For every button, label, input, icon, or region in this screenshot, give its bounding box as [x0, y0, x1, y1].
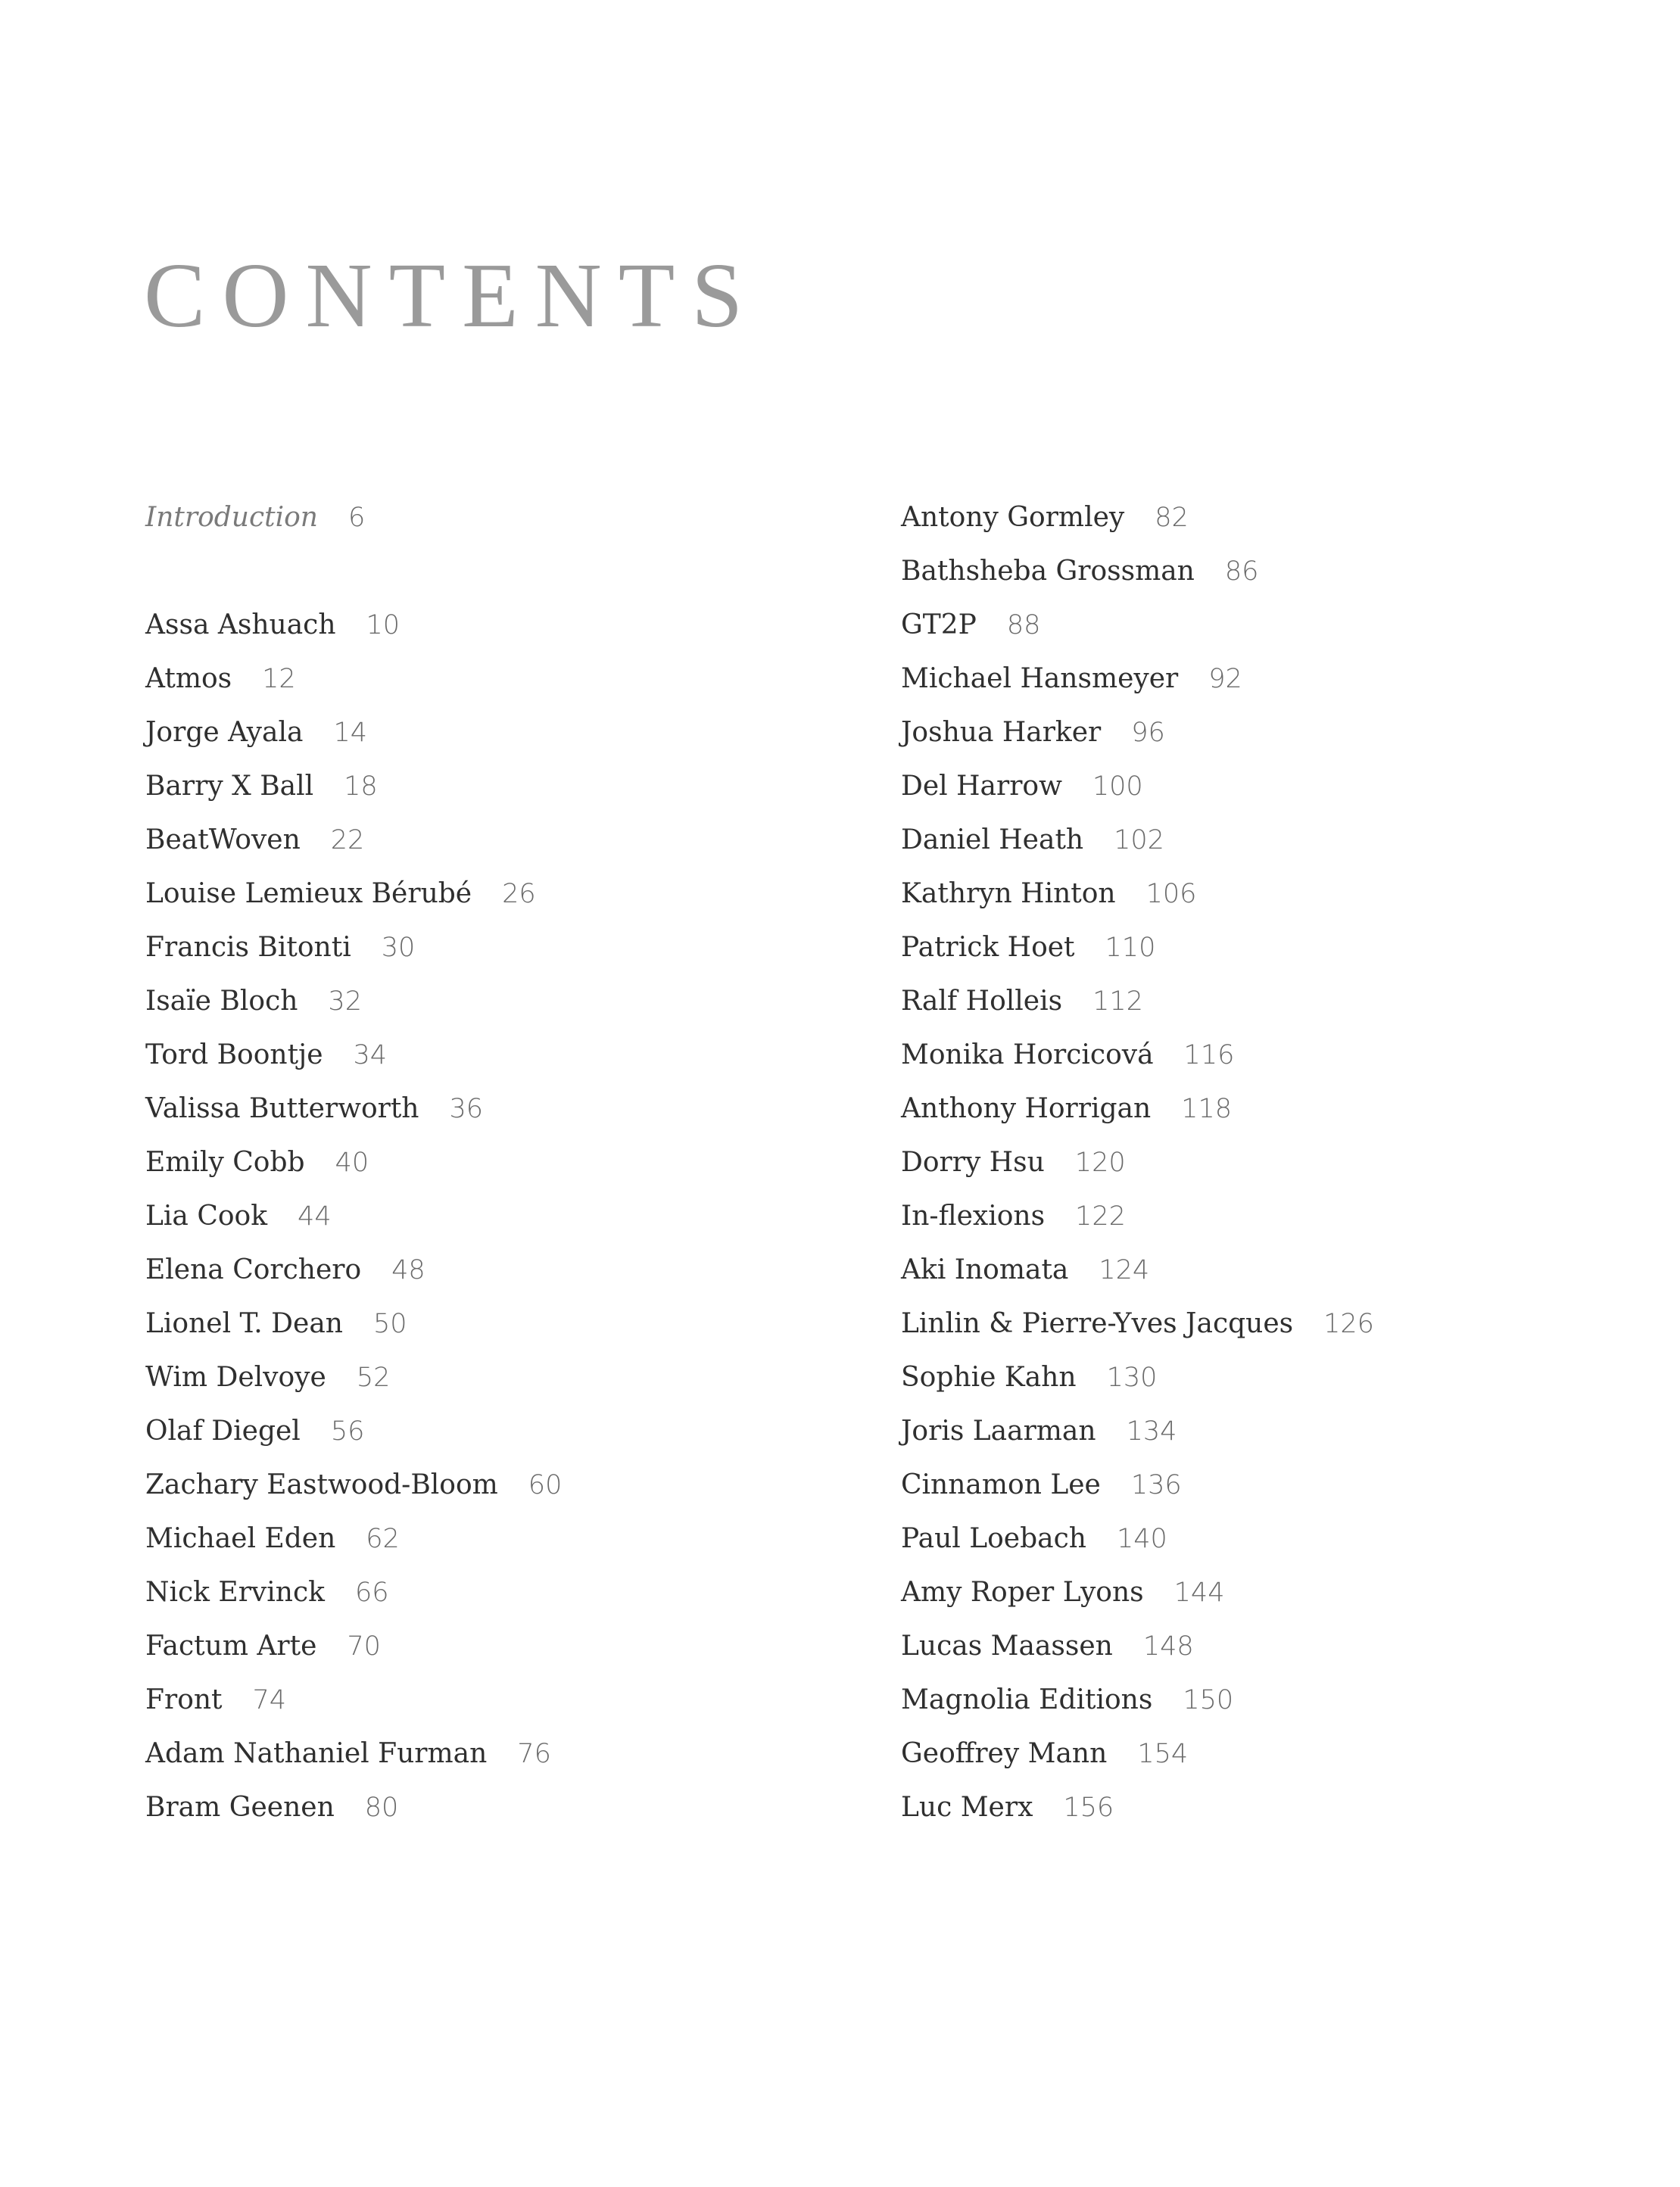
toc-entry-name: Cinnamon Lee	[901, 1469, 1101, 1500]
toc-entry-page: 106	[1145, 879, 1197, 909]
toc-entry-name: Antony Gormley	[901, 502, 1125, 533]
toc-entry-name: Daniel Heath	[901, 824, 1084, 855]
toc-entry-page: 100	[1092, 771, 1143, 802]
toc-entry-name: Adam Nathaniel Furman	[145, 1738, 488, 1769]
toc-entry[interactable]	[145, 1028, 562, 1082]
toc-entry[interactable]	[145, 1136, 562, 1189]
toc-entry-page: 150	[1183, 1685, 1234, 1715]
toc-entry-page: 92	[1208, 664, 1242, 694]
toc-entry[interactable]	[901, 1351, 1374, 1404]
toc-entry-page: 14	[333, 718, 367, 748]
toc-entry-page: 30	[381, 933, 416, 963]
toc-entry-introduction[interactable]	[145, 491, 562, 544]
toc-entry[interactable]	[145, 1727, 562, 1780]
toc-entry-page: 10	[366, 610, 401, 640]
toc-entry-name: Aki Inomata	[901, 1254, 1069, 1285]
toc-entry-page: 40	[335, 1148, 369, 1178]
toc-entry[interactable]	[901, 491, 1374, 544]
page-title: CONTENTS	[144, 245, 760, 347]
toc-entry-page: 66	[354, 1578, 389, 1608]
toc-entry-page: 134	[1126, 1416, 1177, 1447]
toc-entry-page: 60	[528, 1470, 563, 1500]
toc-entry-page: 62	[366, 1524, 400, 1554]
toc-entry-name: Zachary Eastwood-Bloom	[145, 1469, 498, 1500]
toc-entry-name: Amy Roper Lyons	[901, 1577, 1144, 1608]
toc-entry-name: Paul Loebach	[901, 1523, 1086, 1554]
toc-entry-page: 102	[1114, 825, 1164, 855]
toc-entry[interactable]	[145, 1512, 562, 1565]
toc-entry[interactable]	[145, 974, 562, 1028]
toc-entry-page: 144	[1174, 1578, 1225, 1608]
toc-entry[interactable]	[901, 1028, 1374, 1082]
toc-entry-name: Joshua Harker	[901, 717, 1102, 748]
toc-entry-name: Monika Horcicová	[901, 1039, 1154, 1070]
toc-entry-name: Lucas Maassen	[901, 1631, 1113, 1662]
toc-entry-page: 32	[328, 986, 362, 1017]
toc-entry-name: Nick Ervinck	[145, 1577, 325, 1608]
toc-entry-page: 148	[1142, 1631, 1194, 1662]
toc-entry-name: Olaf Diegel	[145, 1416, 301, 1447]
toc-entry-name: Emily Cobb	[145, 1147, 305, 1178]
toc-entry-page: 156	[1063, 1793, 1114, 1823]
toc-entry-name: Kathryn Hinton	[901, 878, 1116, 909]
toc-entry[interactable]	[901, 1727, 1374, 1780]
toc-entry[interactable]	[901, 1458, 1374, 1512]
toc-entry[interactable]	[145, 921, 562, 974]
toc-entry[interactable]	[145, 1565, 562, 1619]
toc-entry-page: 36	[449, 1094, 484, 1124]
toc-entry-name: Lionel T. Dean	[145, 1308, 343, 1339]
toc-entry[interactable]	[901, 921, 1374, 974]
toc-entry-page: 96	[1131, 718, 1165, 748]
toc-entry[interactable]	[901, 1673, 1374, 1727]
toc-entry-page: 48	[391, 1255, 425, 1285]
toc-entry[interactable]	[901, 759, 1374, 813]
toc-entry-name: Louise Lemieux Bérubé	[145, 878, 472, 909]
toc-entry-page: 82	[1155, 503, 1189, 533]
toc-entry-name: Wim Delvoye	[145, 1362, 326, 1393]
toc-entry[interactable]	[145, 1297, 562, 1351]
toc-entry-name: In-flexions	[901, 1201, 1046, 1232]
toc-entry[interactable]	[145, 598, 562, 652]
toc-entry[interactable]	[901, 1780, 1374, 1834]
toc-entry-name: Ralf Holleis	[901, 986, 1063, 1017]
toc-entry-page: 112	[1092, 986, 1143, 1017]
toc-entry-name: Bram Geenen	[145, 1792, 335, 1823]
toc-entry-name: GT2P	[901, 609, 977, 640]
toc-entry-page: 154	[1137, 1739, 1189, 1769]
toc-entry-name: Michael Hansmeyer	[901, 663, 1179, 694]
toc-entry[interactable]	[145, 1404, 562, 1458]
toc-entry-page: 122	[1075, 1201, 1126, 1232]
toc-entry[interactable]	[901, 1136, 1374, 1189]
toc-entry[interactable]	[145, 1673, 562, 1727]
toc-entry-name: Barry X Ball	[145, 771, 314, 802]
toc-entry-name: Dorry Hsu	[901, 1147, 1045, 1178]
toc-entry[interactable]	[145, 813, 562, 867]
toc-entry-name: Bathsheba Grossman	[901, 556, 1195, 587]
toc-entry-page: 70	[347, 1631, 381, 1662]
toc-entry-page: 80	[364, 1793, 399, 1823]
toc-entry-page: 22	[330, 825, 365, 855]
toc-entry[interactable]	[901, 813, 1374, 867]
toc-entry[interactable]	[901, 598, 1374, 652]
toc-entry-page: 56	[330, 1416, 365, 1447]
toc-entry-name: Front	[145, 1684, 223, 1715]
toc-entry-name: Linlin & Pierre-Yves Jacques	[901, 1308, 1294, 1339]
toc-entry-name: Luc Merx	[901, 1792, 1033, 1823]
toc-entry[interactable]	[901, 1082, 1374, 1136]
toc-entry-page: 116	[1183, 1040, 1235, 1070]
toc-entry-page: 124	[1099, 1255, 1150, 1285]
contents-left-column	[145, 491, 562, 1834]
toc-entry-page: 126	[1323, 1309, 1374, 1339]
toc-entry[interactable]	[145, 706, 562, 759]
toc-entry-page: 136	[1130, 1470, 1182, 1500]
toc-entry-name: Lia Cook	[145, 1201, 268, 1232]
toc-entry-name: Factum Arte	[145, 1631, 317, 1662]
toc-entry-page: 110	[1105, 933, 1156, 963]
toc-entry-name: Magnolia Editions	[901, 1684, 1153, 1715]
toc-entry-name: Elena Corchero	[145, 1254, 362, 1285]
toc-entry[interactable]	[901, 1512, 1374, 1565]
toc-entry[interactable]	[901, 1297, 1374, 1351]
toc-entry-name: Atmos	[145, 663, 232, 694]
toc-entry[interactable]	[145, 867, 562, 921]
toc-entry-page: 6	[348, 503, 366, 533]
toc-entry[interactable]	[901, 1243, 1374, 1297]
toc-entry-page: 34	[353, 1040, 388, 1070]
toc-entry-page: 26	[502, 879, 536, 909]
toc-entry[interactable]	[145, 652, 562, 706]
toc-entry-page: 18	[344, 771, 378, 802]
toc-entry-name: Tord Boontje	[145, 1039, 323, 1070]
toc-entry-name: Assa Ashuach	[145, 609, 336, 640]
toc-entry-page: 86	[1224, 556, 1259, 587]
toc-entry-page: 12	[262, 664, 296, 694]
toc-entry-page: 74	[252, 1685, 287, 1715]
toc-entry-name: Anthony Horrigan	[901, 1093, 1152, 1124]
toc-entry[interactable]	[145, 1619, 562, 1673]
toc-entry-name: Michael Eden	[145, 1523, 336, 1554]
toc-entry-page: 130	[1106, 1363, 1158, 1393]
toc-entry[interactable]	[901, 652, 1374, 706]
toc-entry-name: Francis Bitonti	[145, 932, 351, 963]
toc-entry[interactable]	[901, 1619, 1374, 1673]
toc-entry-page: 44	[298, 1201, 332, 1232]
toc-entry-page: 52	[356, 1363, 391, 1393]
toc-entry-name: Joris Laarman	[901, 1416, 1096, 1447]
toc-entry[interactable]	[145, 1189, 562, 1243]
toc-entry[interactable]	[901, 867, 1374, 921]
toc-entry[interactable]	[145, 1458, 562, 1512]
toc-entry[interactable]	[901, 706, 1374, 759]
toc-entry-name: Geoffrey Mann	[901, 1738, 1108, 1769]
toc-entry-page: 120	[1074, 1148, 1126, 1178]
toc-entry[interactable]	[901, 974, 1374, 1028]
toc-entry[interactable]	[145, 1351, 562, 1404]
toc-entry[interactable]	[145, 1243, 562, 1297]
toc-entry[interactable]	[145, 1082, 562, 1136]
toc-entry-page: 88	[1006, 610, 1041, 640]
toc-entry[interactable]	[145, 1780, 562, 1834]
toc-entry-name: Del Harrow	[901, 771, 1062, 802]
toc-entry[interactable]	[901, 1565, 1374, 1619]
toc-entry-name: Jorge Ayala	[145, 717, 304, 748]
toc-entry[interactable]	[901, 1189, 1374, 1243]
toc-entry[interactable]	[901, 544, 1374, 598]
toc-entry-page: 118	[1181, 1094, 1232, 1124]
toc-entry-name: BeatWoven	[145, 824, 301, 855]
contents-right-column	[901, 491, 1374, 1834]
toc-entry-name: Patrick Hoet	[901, 932, 1075, 963]
toc-entry[interactable]	[145, 759, 562, 813]
toc-entry-page: 140	[1116, 1524, 1167, 1554]
toc-entry-name: Valissa Butterworth	[145, 1093, 419, 1124]
toc-entry-name: Introduction	[145, 502, 318, 533]
toc-entry-page: 50	[372, 1309, 407, 1339]
toc-entry-page: 76	[517, 1739, 551, 1769]
toc-entry-name: Isaïe Bloch	[145, 986, 298, 1017]
toc-entry-name: Sophie Kahn	[901, 1362, 1077, 1393]
toc-entry[interactable]	[901, 1404, 1374, 1458]
